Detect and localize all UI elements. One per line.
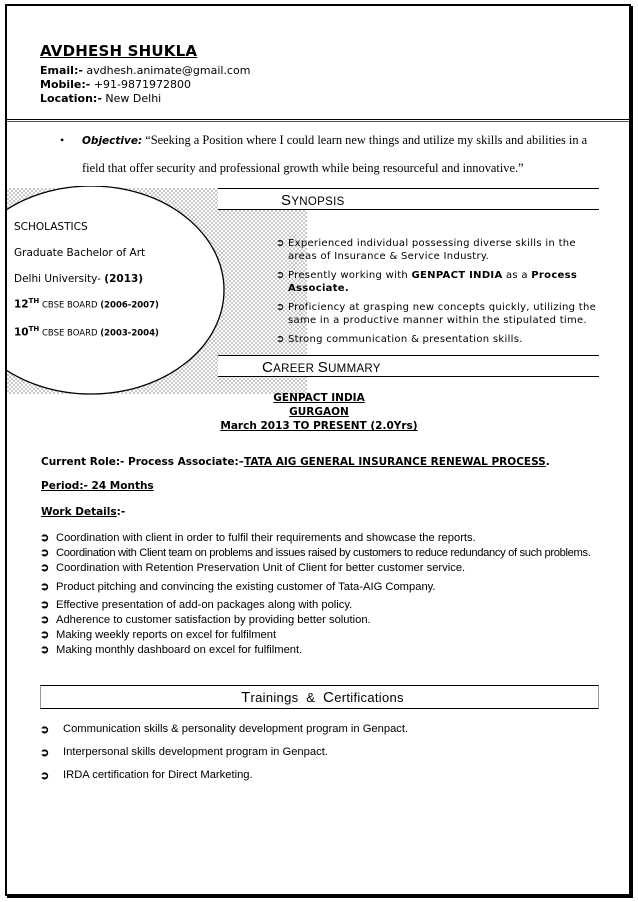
- duration: Period:- 24 Months: [41, 480, 154, 492]
- career-summary-title: CAREER SUMMARY: [262, 359, 381, 376]
- list-item: ➲ Making weekly reports on excel for fulfilment: [40, 628, 620, 643]
- company-city: GURGAON: [289, 406, 349, 418]
- scholastics-title: SCHOLASTICS: [14, 221, 88, 233]
- mobile-label: Mobile:-: [40, 78, 91, 91]
- list-item: ➲ Presently working with GENPACT INDIA as a Process Associate.: [276, 270, 578, 294]
- employment-period: March 2013 TO PRESENT (2.0Yrs): [220, 420, 418, 432]
- synopsis-title: SYNOPSIS: [281, 192, 345, 209]
- arrow-icon: ➲: [40, 547, 50, 560]
- arrow-icon: ➲: [40, 580, 50, 593]
- list-item: ➲ Proficiency at grasping new concepts quickly, utilizing the same in a productive manner within the stipulated time.: [276, 302, 597, 326]
- work-details-label: Work Details:-: [41, 506, 126, 518]
- list-item: ➲ Interpersonal skills development program in Genpact.: [40, 746, 328, 759]
- arrow-icon: ➲: [40, 598, 50, 611]
- list-item: ➲ Coordination with client in order to fulfil their requirements and showcase the reports.: [40, 531, 620, 546]
- list-item: ➲ Adherence to customer satisfaction by providing better solution.: [40, 613, 620, 628]
- objective-line-1: Objective: “Seeking a Position where I could learn new things and utilize my skills and abilities in a: [82, 133, 588, 147]
- degree: Graduate Bachelor of Art: [14, 247, 146, 259]
- arrow-icon: ➲: [40, 724, 50, 736]
- mobile-line: [40, 77, 191, 92]
- list-item: ➲ Product pitching and convincing the existing customer of Tata-AIG Company.: [40, 580, 620, 595]
- list-item: ➲ Experienced individual possessing diverse skills in the areas of Insurance & Service Industry.: [276, 238, 576, 262]
- mobile-value: +91-9871972800: [93, 78, 192, 91]
- list-item: ➲ Making monthly dashboard on excel for fulfilment.: [40, 643, 620, 658]
- list-item: ➲ Coordination with Client team on problems and issues raised by customers to reduce redundancy of such problems.: [40, 546, 620, 561]
- list-item: ➲ Strong communication & presentation skills.: [276, 334, 523, 345]
- twelfth-line: 12TH CBSE BOARD (2006-2007): [14, 297, 159, 311]
- arrow-icon: ➲: [40, 532, 50, 544]
- header-divider-2: [7, 121, 629, 122]
- arrow-icon: ➲: [276, 238, 285, 249]
- arrow-icon: ➲: [40, 614, 50, 627]
- email-value[interactable]: avdhesh.animate@gmail.com: [86, 64, 251, 77]
- arrow-icon: ➲: [40, 747, 50, 759]
- objective-line-2: field that offer security and professional growth while being resourceful and innovative.”: [82, 161, 524, 175]
- list-item: ➲ Communication skills & personality development program in Genpact.: [40, 723, 409, 736]
- arrow-icon: ➲: [40, 562, 50, 575]
- location-value: New Delhi: [105, 92, 162, 105]
- list-item: ➲ Coordination with Retention Preservation Unit of Client for better customer service.: [40, 561, 620, 576]
- objective-label: Objective:: [82, 135, 143, 147]
- list-item: ➲ IRDA certification for Direct Marketing.: [40, 769, 253, 782]
- list-item: ➲ Effective presentation of add-on packages along with policy.: [40, 598, 620, 613]
- email-label: Email:-: [40, 64, 83, 77]
- arrow-icon: ➲: [276, 270, 285, 281]
- work-details-list: [40, 531, 620, 659]
- email-line: [40, 63, 250, 78]
- arrow-icon: ➲: [276, 334, 285, 345]
- location-line: [40, 91, 161, 106]
- company-name: GENPACT INDIA: [273, 392, 365, 404]
- synopsis-bar: [218, 188, 599, 210]
- current-role: Current Role:- Process Associate:–TATA AIG GENERAL INSURANCE RENEWAL PROCESS.: [41, 456, 550, 468]
- arrow-icon: ➲: [40, 644, 50, 657]
- bullet-icon: •: [60, 133, 65, 147]
- arrow-icon: ➲: [276, 302, 285, 313]
- candidate-name: AVDHESH SHUKLA: [40, 42, 198, 60]
- synopsis-list: [276, 238, 606, 354]
- objective-block: [60, 127, 600, 182]
- arrow-icon: ➲: [40, 629, 50, 642]
- location-label: Location:-: [40, 92, 102, 105]
- university-line: Delhi University- (2013): [14, 273, 144, 285]
- header-divider: [7, 119, 629, 120]
- trainings-title: Trainings & Certifications: [241, 689, 404, 706]
- trainings-list: [40, 723, 620, 792]
- arrow-icon: ➲: [40, 770, 50, 782]
- tenth-line: 10TH CBSE BOARD (2003-2004): [14, 325, 159, 339]
